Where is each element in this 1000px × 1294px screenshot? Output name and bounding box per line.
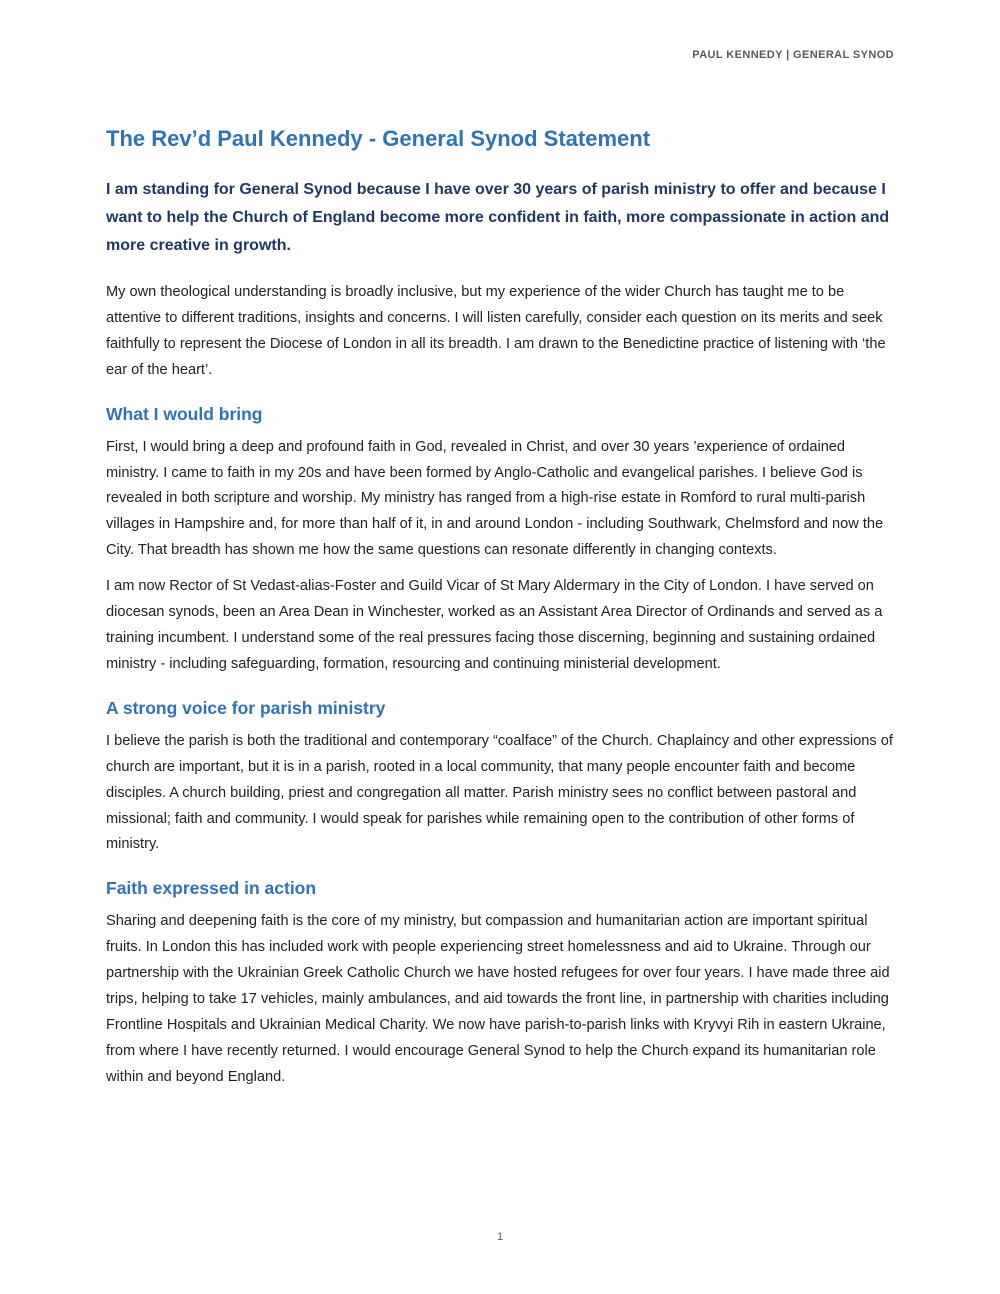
section-heading-what-i-would-bring: What I would bring xyxy=(106,403,263,424)
page-number: 1 xyxy=(496,1231,504,1243)
paragraph: I believe the parish is both the traditional and contemporary “coalface” of the Church. Chaplaincy and other expressions of church are important, but it is in a parish, rooted in a local community, that many people encounter faith and become disciples. A church building, priest and congregation all matter. Parish ministry sees no conflict between pastoral and missional; faith and community. I would speak for parishes while remaining open to the contribution of other forms of ministry. xyxy=(106,732,893,853)
paragraph: First, I would bring a deep and profound faith in God, revealed in Christ, and over 30 years ’experience of ordained ministry. I came to faith in my 20s and have been formed by Anglo-Catholic and evangelical parishes. I believe God is revealed in both scripture and worship. My ministry has ranged from a high-rise estate in Romford to rural multi-parish villages in Hampshire and, for more than half of it, in and around London - including Southwark, Chelmsford and now the City. That breadth has shown me how the same questions can resonate differently in changing contexts. xyxy=(106,438,884,559)
intro-paragraph: My own theological understanding is broadly inclusive, but my experience of the wider Church has taught me to be attentive to different traditions, insights and concerns. I will listen carefully, consider each question on its merits and seek faithfully to represent the Diocese of London in all its breadth. I am drawn to the Benedictine practice of listening with ‘the ear of the heart’. xyxy=(106,284,886,378)
running-header: PAUL KENNEDY | GENERAL SYNOD xyxy=(692,49,894,61)
section-heading-parish-ministry: A strong voice for parish ministry xyxy=(106,697,386,718)
document-title: The Rev’d Paul Kennedy - General Synod Statement xyxy=(106,126,651,151)
section-heading-faith-in-action: Faith expressed in action xyxy=(106,878,317,899)
paragraph: Sharing and deepening faith is the core of my ministry, but compassion and humanitarian action are important spiritual fruits. In London this has included work with people experiencing street homelessness and aid to Ukraine. Through our partnership with the Ukrainian Greek Catholic Church we have hosted refugees for over four years. I have made three aid trips, helping to take 17 vehicles, mainly ambulances, and aid towards the front line, in partnership with charities including Frontline Hospitals and Ukrainian Medical Charity. We now have parish-to-parish links with Kryvyi Rih in eastern Ukraine, from where I have recently returned. I would encourage General Synod to help the Church expand its humanitarian role within and beyond England. xyxy=(106,913,890,1085)
paragraph: I am now Rector of St Vedast-alias-Foster and Guild Vicar of St Mary Aldermary in the City of London. I have served on diocesan synods, been an Area Dean in Winchester, worked as an Assistant Area Director of Ordinands and served as a training incumbent. I understand some of the real pressures facing those discerning, beginning and sustaining ordained ministry - including safeguarding, formation, resourcing and continuing ministerial development. xyxy=(106,578,883,672)
document-body xyxy=(106,124,896,1101)
lead-statement: I am standing for General Synod because I have over 30 years of parish ministry to offer and because I want to help the Church of England become more confident in faith, more compassionate in action and more creative in growth. xyxy=(106,181,890,254)
